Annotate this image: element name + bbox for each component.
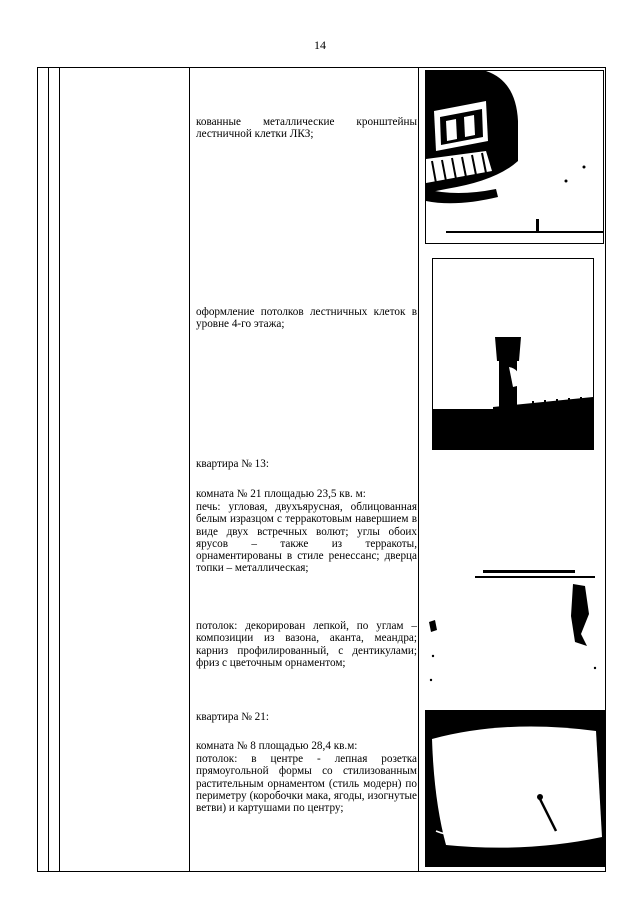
column-divider-3 — [189, 68, 190, 871]
item-forged-brackets: кованные металлические кронштейны лестничной клетки ЛКЗ; — [196, 116, 417, 141]
column-divider-1 — [48, 68, 49, 871]
column-divider-4 — [418, 68, 419, 871]
photo-forged-brackets — [425, 70, 604, 244]
item-stair-ceilings: оформление потолков лестничных клеток в уровне 4-го этажа; — [196, 306, 417, 331]
column-divider-2 — [59, 68, 60, 871]
room-21-heading: комната № 21 площадью 23,5 кв. м: — [196, 488, 366, 500]
apartment-13-heading: квартира № 13: — [196, 458, 269, 470]
photo-stair-ceiling — [432, 258, 594, 450]
item-ceiling-rosette: потолок: в центре - лепная розетка прямоугольной формы со стилизованным растительным орнаментом (стиль модерн) по периметру (коробочки мака, ягоды, изогнутые ветви) и картушами по центру; — [196, 753, 417, 815]
apartment-21-heading: квартира № 21: — [196, 711, 269, 723]
item-stove: печь: угловая, двухъярусная, облицованная белым изразцом с терракотовым навершием в виде двух встречных волют; углы обоих ярусов – также из терракоты, орнаментированы в стиле ренессанс; дверца топки – металлическая; — [196, 501, 417, 575]
photo-rosette-ceiling — [425, 710, 605, 867]
page-number: 14 — [314, 38, 326, 52]
item-ceiling-stucco: потолок: декорирован лепкой, по углам – композиции из вазона, аканта, меандра; карниз профилированный, с дентикулами; фриз с цветочным орнаментом; — [196, 620, 417, 669]
room-8-heading: комната № 8 площадью 28,4 кв.м: — [196, 740, 358, 752]
object-table — [37, 67, 606, 872]
photo-stucco-ceiling — [425, 556, 602, 704]
